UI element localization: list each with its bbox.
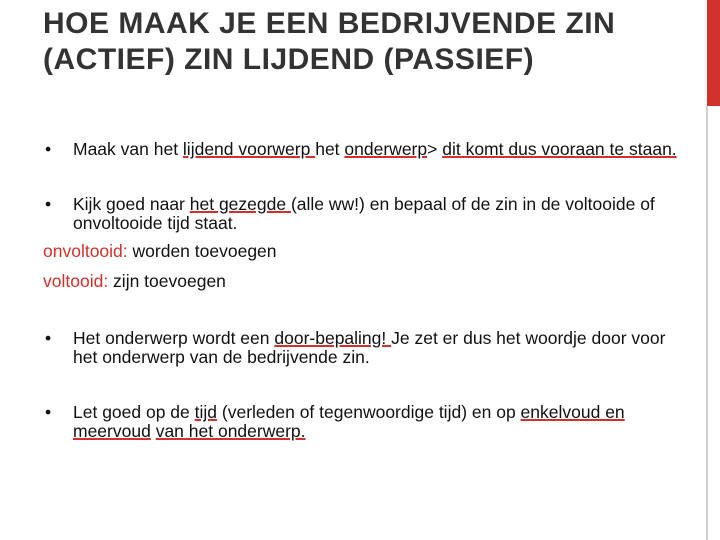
text-run: het: [315, 139, 345, 159]
bullet-item: [43, 329, 683, 367]
text-run: (alle ww!) en bepaal of de zin in de voltooide of onvoltooide tijd staat.: [73, 194, 655, 233]
voltooid-text: zijn toevoegen: [108, 271, 226, 291]
text-run: Let goed op de: [73, 402, 195, 422]
voltooid-line: [43, 266, 683, 296]
text-run: (verleden of tegenwoordige tijd) en op: [217, 402, 521, 422]
bullet-mark: •: [45, 402, 52, 422]
text-run: >: [427, 139, 443, 159]
bullet-mark: •: [45, 328, 52, 348]
bullet-text: [73, 140, 683, 159]
text-run: Maak van het: [73, 139, 183, 159]
slide-title: HOE MAAK JE EEN BEDRIJVENDE ZIN (ACTIEF) ZIN LIJDEND (PASSIEF): [43, 7, 616, 76]
underlined-term: het gezegde: [189, 194, 291, 214]
onvoltooid-label: onvoltooid:: [43, 241, 128, 261]
bullet-mark: •: [45, 139, 52, 159]
bullet-item: [43, 140, 683, 159]
underlined-term: door-bepaling!: [274, 328, 392, 348]
underlined-term: onderwerp: [344, 139, 428, 159]
bullet-text: [73, 329, 683, 367]
bullet-mark: •: [45, 194, 52, 214]
text-run: Het onderwerp wordt een: [73, 328, 275, 348]
voltooid-label: voltooid:: [43, 271, 109, 291]
bullet-text: [73, 195, 683, 233]
bullet-item: [43, 195, 683, 233]
text-run: Kijk goed naar: [73, 194, 190, 214]
underlined-term: lijdend voorwerp: [182, 139, 316, 159]
onvoltooid-line: [43, 236, 683, 266]
underlined-term: enkelvoud en meervoud: [73, 402, 625, 441]
slide-content: [43, 140, 683, 441]
accent-stripe: [706, 106, 708, 540]
onvoltooid-text: worden toevoegen: [127, 241, 277, 261]
underlined-term: dit komt dus vooraan te staan.: [442, 139, 677, 159]
text-run: Je zet er dus het woordje door voor het onderwerp van de bedrijvende zin.: [73, 328, 666, 367]
underlined-term: tijd: [194, 402, 218, 422]
bullet-text: [73, 403, 683, 441]
accent-bar: [707, 0, 720, 106]
bullet-item: [43, 403, 683, 441]
underlined-term: van het onderwerp.: [155, 421, 306, 441]
